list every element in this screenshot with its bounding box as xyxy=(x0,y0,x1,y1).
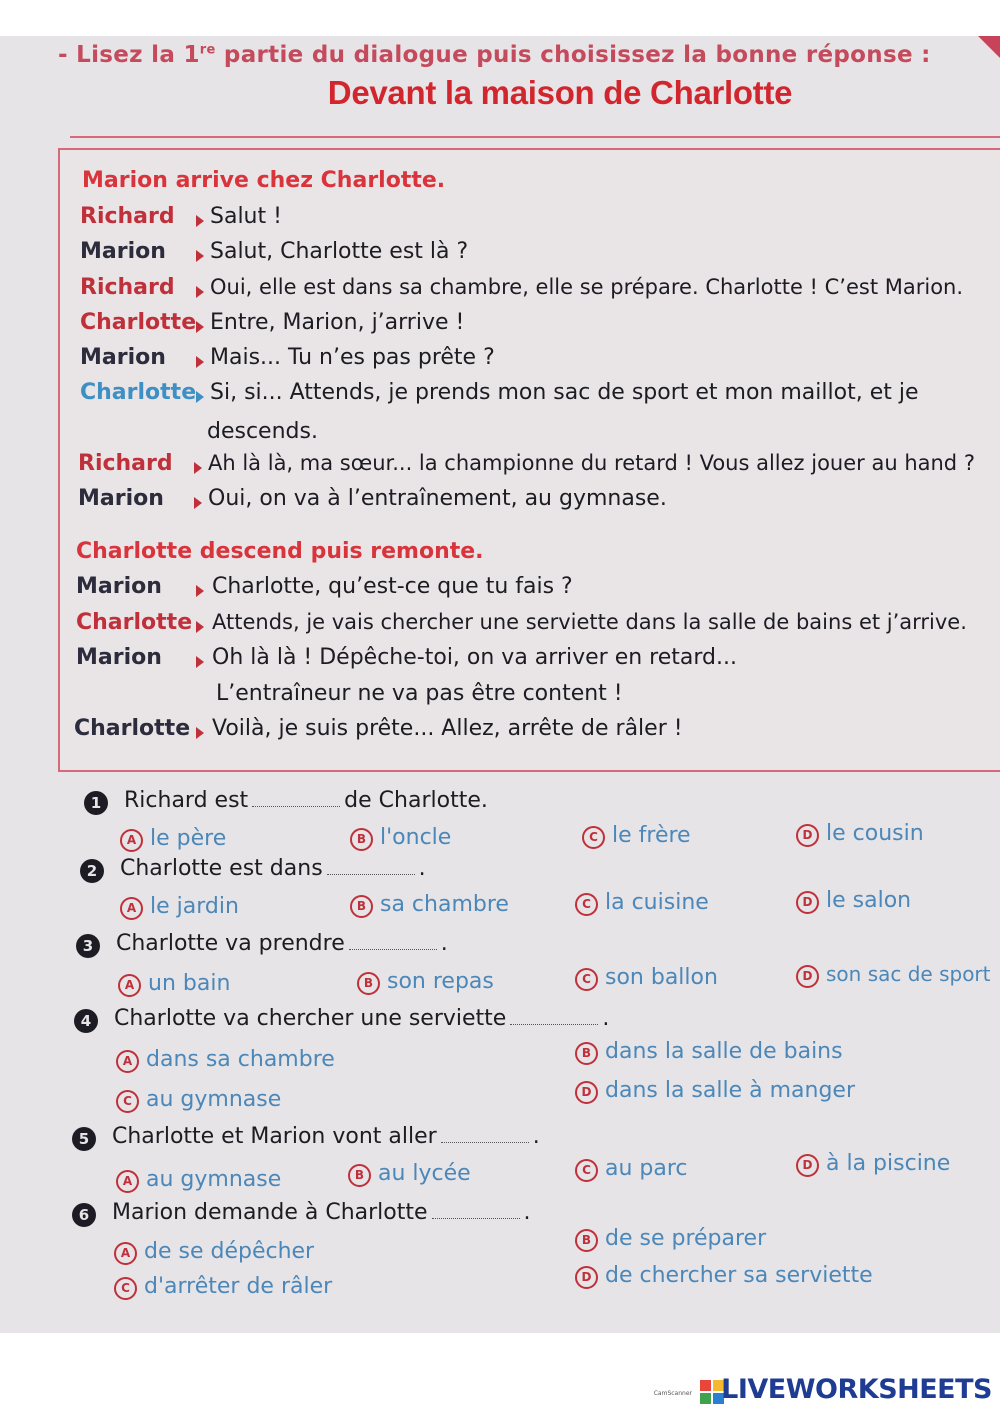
arrow-icon xyxy=(194,497,202,509)
arrow-icon xyxy=(196,621,204,633)
speaker-name: Marion xyxy=(76,574,162,599)
arrow-icon xyxy=(196,585,204,597)
instruction-text: - Lisez la 1re partie du dialogue puis choisissez la bonne réponse : xyxy=(58,42,931,68)
brand-name: LIVEWORKSHEETS xyxy=(721,1374,992,1405)
dialogue-line xyxy=(0,645,1000,679)
line-text: Attends, je vais chercher une serviette dans la salle de bains et j’arrive. xyxy=(212,610,967,634)
line-text: Si, si... Attends, je prends mon sac de sport et mon maillot, et je xyxy=(210,380,919,405)
line-text: Oui, elle est dans sa chambre, elle se prépare. Charlotte ! C’est Marion. xyxy=(210,275,964,299)
arrow-icon xyxy=(196,250,204,262)
question-text: Charlotte est dans . xyxy=(120,856,426,881)
line-text: Oui, on va à l’entraînement, au gymnase. xyxy=(208,486,667,511)
line-continuation: descends. xyxy=(207,419,318,444)
arrow-icon xyxy=(196,215,204,227)
line-text: Voilà, je suis prête... Allez, arrête de râler ! xyxy=(212,716,683,741)
dialogue-line xyxy=(0,204,1000,238)
question-text: Charlotte va prendre . xyxy=(116,931,448,956)
dialogue-line xyxy=(0,380,1000,414)
speaker-name: Marion xyxy=(78,486,164,511)
question-number: 4 xyxy=(74,1009,98,1033)
arrow-icon xyxy=(196,321,204,333)
line-text: Entre, Marion, j’arrive ! xyxy=(210,310,465,335)
answer-blank xyxy=(252,806,340,807)
line-text: Oh là là ! Dépêche-toi, on va arriver en retard... xyxy=(212,645,737,670)
answer-blank xyxy=(432,1218,520,1219)
question-text: Charlotte et Marion vont aller . xyxy=(112,1124,540,1149)
arrow-icon xyxy=(196,727,204,739)
question-number: 5 xyxy=(72,1127,96,1151)
question-text: Richard est de Charlotte. xyxy=(124,788,488,813)
worksheet-page: - Lisez la 1re partie du dialogue puis choisissez la bonne réponse : Devant la maison de Charlotte Marion arrive chez Charlotte. Richard Salut ! Marion Salut, Charlotte est là ? Richard Oui, elle est dans sa chambre, elle se prépare. Charlotte ! C’est Marion. Charlotte Entre, Marion, j’arrive ! Marion Mais... Tu n’es pas prête ? Charlotte Si, si... Attends, je prends mon sac de sport et mon maillot, et je descends. Richard Ah là là, ma sœur... la championne du retard ! Vous allez jouer au hand ? Marion Oui, on va à l’entraînement, au gymnase. Charlotte descend puis remonte. Marion Charlotte, qu’est-ce que tu fais ? Charlotte Attends, je vais chercher une serviette dans la salle de bains et j’arrive. Marion Oh là là ! Dépêche-toi, on va arriver en retard... L’entraîneur ne va pas être content ! Charlotte Voilà, je suis prête... Allez, arrête de râler ! 1 Richard est de Charlotte. A le père B l'oncle C le frère D le cousin 2 Charlotte est dans . A le jardin B sa chambre C la cuisine D le salon 3 Charlotte va prendre . A un bain B son repas C son ballon D son sac de sport 4 Charlotte va chercher une serviette . A dans sa chambre B dans la salle de bains C au gymnase D dans la salle à manger 5 Charlotte et Marion vont aller . A au gymnase B au lycée C au parc D à la piscine 6 Marion demande à Charlotte . A de se dépêcher B de se préparer C d'arrêter de râler D de chercher sa serviette xyxy=(0,36,1000,1333)
speaker-name: Richard xyxy=(80,204,175,229)
dialogue-line xyxy=(0,345,1000,379)
question-number: 3 xyxy=(76,934,100,958)
line-continuation: L’entraîneur ne va pas être content ! xyxy=(216,681,623,706)
arrow-icon xyxy=(196,391,204,403)
dialogue-line xyxy=(0,310,1000,344)
dialog-box-top-rule xyxy=(70,136,1000,138)
answer-blank xyxy=(327,874,415,875)
dialogue-line xyxy=(0,451,1000,485)
speaker-name: Charlotte xyxy=(74,716,191,741)
scene-heading-1: Marion arrive chez Charlotte. xyxy=(82,168,446,193)
speaker-name: Charlotte xyxy=(80,310,197,335)
page-corner-decoration xyxy=(978,36,1000,58)
dialogue-line xyxy=(0,239,1000,273)
line-text: Salut ! xyxy=(210,204,282,229)
speaker-name: Marion xyxy=(80,345,166,370)
question-number: 1 xyxy=(84,791,108,815)
line-text: Ah là là, ma sœur... la championne du retard ! Vous allez jouer au hand ? xyxy=(208,451,975,475)
question-number: 6 xyxy=(72,1203,96,1227)
speaker-name: Charlotte xyxy=(80,380,197,405)
speaker-name: Charlotte xyxy=(76,610,193,635)
dialogue-line xyxy=(0,716,1000,750)
answer-blank xyxy=(510,1024,598,1025)
speaker-name: Richard xyxy=(78,451,173,476)
dialogue-line xyxy=(0,574,1000,608)
answer-blank xyxy=(441,1142,529,1143)
arrow-icon xyxy=(196,356,204,368)
scene-heading-2: Charlotte descend puis remonte. xyxy=(76,539,484,564)
line-text: Charlotte, qu’est-ce que tu fais ? xyxy=(212,574,573,599)
speaker-name: Marion xyxy=(80,239,166,264)
dialogue-line xyxy=(0,610,1000,644)
speaker-name: Marion xyxy=(76,645,162,670)
scanner-label: CamScanner xyxy=(653,1390,692,1397)
speaker-name: Richard xyxy=(80,275,175,300)
line-text: Mais... Tu n’es pas prête ? xyxy=(210,345,495,370)
arrow-icon xyxy=(196,656,204,668)
dialogue-line xyxy=(0,486,1000,520)
arrow-icon xyxy=(196,286,204,298)
page-title: Devant la maison de Charlotte xyxy=(327,74,793,111)
question-text: Charlotte va chercher une serviette . xyxy=(114,1006,610,1031)
dialogue-line xyxy=(0,275,1000,309)
question-number: 2 xyxy=(80,859,104,883)
answer-blank xyxy=(349,949,437,950)
question-text: Marion demande à Charlotte . xyxy=(112,1200,531,1225)
line-text: Salut, Charlotte est là ? xyxy=(210,239,469,264)
arrow-icon xyxy=(194,462,202,474)
